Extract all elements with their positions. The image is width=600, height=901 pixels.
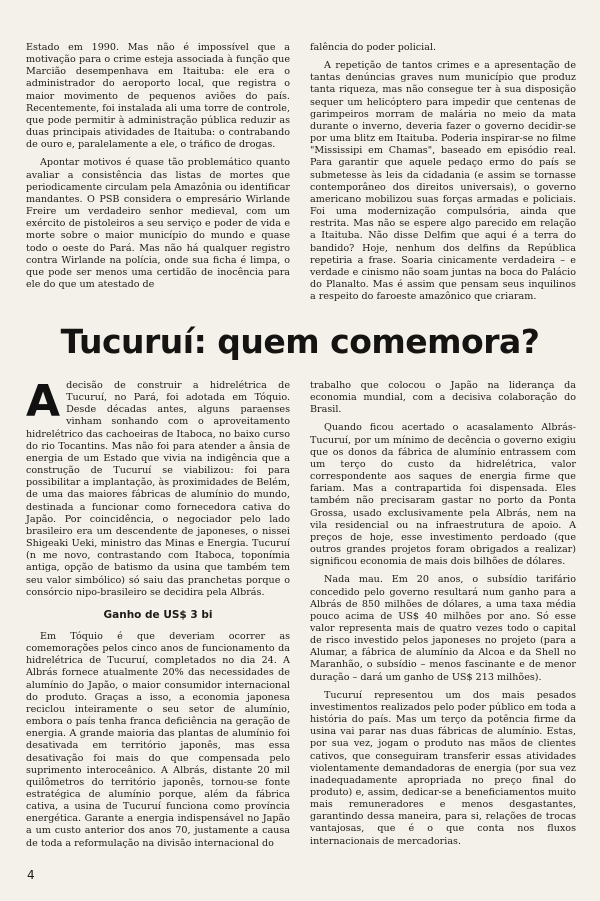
paragraph: Em Tóquio é que deveriam ocorrer as comemorações pelos cinco anos de funcionamento da hidrelétrica de Tucuruí, completados no dia 24. A Albrás fornece atualmente 20% das necessidades de alumínio do Japão, o maior consumidor internacional do produto. Graças a isso, a economia japonesa reciclou inteiramente o seu setor de alumínio, embora o país tenha franca deficiência na geração de energia. A grande maioria das plantas de alumínio foi desativada em território japonês, mas essa desativação foi mais do que compensada pelo suprimento interoceânico. A Albrás, distante 20 mil quilômetros do território japonês, tornou-se fonte estratégica de alumínio porque, além da fábrica cativa, a usina de Tucuruí funciona como província energética. Garante a energia indispensável no Japão a um custo anterior dos anos 70, justamente a causa de toda a reformulação na divisão internacional do	[26, 630, 290, 849]
paragraph: trabalho que colocou o Japão na liderança da economia mundial, com a decisiva colaboração do Brasil.	[310, 380, 576, 416]
paragraph: A repetição de tantos crimes e a apresentação de tantas denúncias graves num município que produz tanta riqueza, mas não consegue ter à sua disposição sequer um helicóptero para impedir que centenas de garimpeiros morram de malária no meio da mata durante o inverno, deveria fazer o governo decidir-se por uma blitz em Itaituba. Poderia inspirar-se no filme "Mississipi em Chamas", baseado em episódio real. Para garantir que aquele pedaço ermo do país se submetesse às leis da cidadania (e assim se tornasse contemporâneo dos direitos universais), o governo americano mobilizou suas forças armadas e policiais. Foi uma modernização compulsória, ainda que restrita. Mas não se espere algo parecido em relação a Itaituba. Não disse Delfim que aqui é a terra do bandido? Hoje, nenhum dos delfins da República repetiria a frase. Soaria cinicamente verdadeira – e verdade e cinismo não soam juntas na boca do Palácio do Planalto. Mas é assim que pensam seus inquilinos a respeito do faroeste amazônico que criaram.	[310, 60, 576, 303]
article-column-bottom-right	[310, 380, 576, 854]
article-column-top-right	[310, 42, 576, 309]
lead-text: decisão de construir a hidrelétrica de Tucuruí, no Pará, foi adotada em Tóquio. Desde décadas antes, alguns paraenses vinham sonhando com o aproveitamento hidrelétrico das cachoeiras de Itaboca, no baixo curso do rio Tocantins. Mas não foi para atender a ânsia de energia de um Estado que vivia na indigência que a construção de Tucuruí se viabilizou: foi para possibilitar a implantação, às proximidades de Belém, de uma das maiores fábricas de alumínio do mundo, destinada a funcionar como fornecedora cativa do Japão. Por coincidência, o negociador pelo lado brasileiro era um descendente de japoneses, o nissei Shigeaki Ueki, ministro das Minas e Energia. Tucuruí (n me novo, contrastando com Itaboca, toponímia antiga, opção de batismo da usina que também tem seu valor simbólico) só saiu das pranchetas porque o consórcio nipo-brasileiro se decidira pela Albrás.	[26, 380, 290, 598]
paragraph: Estado em 1990. Mas não é impossível que a motivação para o crime esteja associada à função que Marcião desempenhava em Itaituba: ele era o administrador do aeroporto local, que registra o maior movimento de pequenos aviões do país. Recentemente, foi instalada ali uma torre de controle, que pode permitir à administração pública reduzir as duas principais atividades de Itaituba: o contrabando de ouro e, paralelamente a ele, o tráfico de drogas.	[26, 42, 290, 151]
drop-cap: A	[26, 376, 61, 427]
page-number: 4	[27, 868, 35, 882]
subheading: Ganho de US$ 3 bi	[103, 608, 213, 621]
paragraph: Apontar motivos é quase tão problemático quanto avaliar a consistência das listas de mortes que periodicamente circulam pela Amazônia ou identificar mandantes. O PSB considera o empresário Wirlande Freire um verdadeiro senhor medieval, com um exército de pistoleiros a seu serviço e poder de vida e morte sobre o maior município do mundo e quase todo o oeste do Pará. Mas não há qualquer registro contra Wirlande na polícia, onde sua ficha é limpa, o que pode ser menos uma certidão de inocência para ele do que um atestado de	[26, 157, 290, 290]
paragraph: falência do poder policial.	[310, 42, 437, 53]
paragraph: Nada mau. Em 20 anos, o subsídio tarifário concedido pelo governo resultará num ganho para a Albrás de 850 milhões de dólares, a uma taxa média pouco acima de US$ 40 milhões por ano. Só esse valor representa mais de quatro vezes todo o capital de risco investido pelos japoneses no projeto (para a Alumar, a fábrica de alumínio da Alcoa e da Shell no Maranhão, o subsídio – menos fascinante e de menor duração – dará um ganho de US$ 213 milhões).	[310, 574, 576, 683]
paragraph: Tucuruí representou um dos mais pesados investimentos realizados pelo poder público em toda a história do país. Mas um terço da potência firme da usina vai parar nas duas fábricas de alumínio. Estas, por sua vez, jogam o produto nas mãos de clientes cativos, que conseguiram transferir essas atividades violentamente demandadoras de energia (por sua vez inadequadamente apropriada no preço final do produto) e, assim, dedicar-se a beneficiamentos muito mais remuneradores e menos desgastantes, garantindo dessa maneira, para si, relações de trocas vantajosas, que é o que conta nos fluxos internacionais de mercadorias.	[310, 689, 576, 847]
article-column-bottom-left	[26, 376, 290, 856]
headline: Tucuruí: quem comemora?	[60, 322, 540, 361]
article-column-top-left	[26, 42, 290, 297]
lead-paragraph	[26, 376, 290, 599]
paragraph: Quando ficou acertado o acasalamento Albrás-Tucuruí, por um mínimo de decência o governo exigiu que os donos da fábrica de alumínio entrassem com um terço do custo da hidrelétrica, valor correspondente aos saques de energia firme que fariam. Mas a contrapartida foi dispensada. Eles também não precisaram gastar no porto da Ponta Grossa, usado exclusivamente pela Albrás, nem na vila residencial ou na infraestrutura de apoio. A preços de hoje, esse investimento perdoado (que outros grandes projetos foram obrigados a realizar) significou economia de mais dois bilhões de dólares.	[310, 422, 576, 568]
